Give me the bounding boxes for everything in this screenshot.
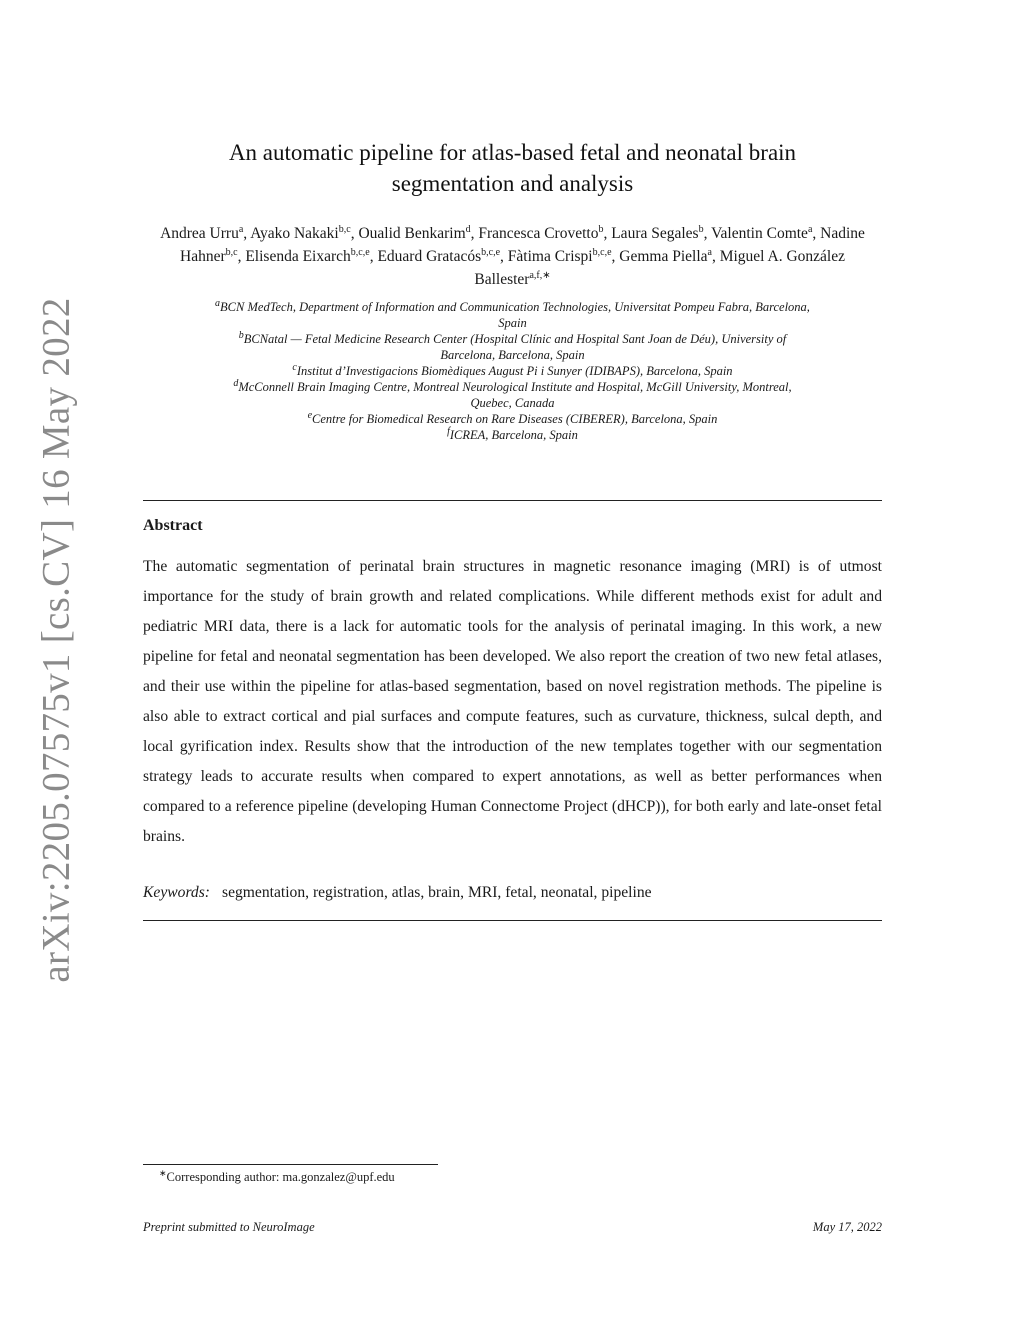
author-affiliation-mark: d [465, 223, 471, 235]
author-affiliation-mark: b,c,e [592, 246, 612, 258]
author-affiliation-mark: b,c,e [350, 246, 370, 258]
footnote-rule [143, 1164, 438, 1165]
author-name-text: Nadine Hahner [180, 225, 865, 265]
author-name [160, 225, 243, 242]
author-name [245, 248, 369, 265]
affiliation-text-continued: Quebec, Canada [470, 396, 555, 410]
affiliation-text: BCNatal — Fetal Medicine Research Center (Hospital Clínic and Hospital Sant Joan de Déu), University of [243, 332, 787, 346]
affiliation-list [143, 299, 882, 443]
author-affiliation-mark: a [238, 223, 244, 235]
affiliation-mark: f [447, 425, 450, 437]
author-name-text: Andrea Urru [160, 225, 239, 242]
author-name-text: Elisenda Eixarch [245, 248, 351, 265]
abstract-body: The automatic segmentation of perinatal brain structures in magnetic resonance imaging (MRI) is of utmost importance for the study of brain growth and related complications. While different methods exist for adult and pediatric MRI data, there is a lack for automatic tools for the analysis of perinatal imaging. In this work, a new pipeline for fetal and neonatal segmentation has been developed. We also report the creation of two new fetal atlases, and their use within the pipeline for atlas-based segmentation, based on novel registration methods. The pipeline is also able to extract cortical and pial surfaces and compute features, such as curvature, thickness, sulcal depth, and local gyrification index. Results show that the introduction of the new templates together with our segmentation strategy leads to accurate results when compared to expert annotations, as well as better performances when compared to a reference pipeline (developing Human Connectome Project (dHCP)), for both early and late-onset fetal brains. [143, 558, 882, 845]
affiliation-text: Centre for Biomedical Research on Rare Diseases (CIBERER), Barcelona, Spain [312, 412, 718, 426]
author-affiliation-mark: b,c [225, 246, 238, 258]
author-name-text: Miguel A. González Ballester [474, 248, 845, 288]
paper-title [143, 137, 882, 199]
abstract-top-rule [143, 500, 882, 501]
author-affiliation-mark: a [707, 246, 712, 258]
author-name-text: Valentin Comte [711, 225, 808, 242]
author-name [508, 248, 612, 265]
author-name [711, 225, 812, 242]
affiliation-text: ICREA, Barcelona, Spain [449, 428, 578, 442]
author-name-text: Gemma Piella [619, 248, 708, 265]
keywords-line [143, 884, 882, 902]
keywords-label: Keywords: [143, 884, 210, 901]
footnote-mark: ∗ [159, 1167, 167, 1178]
author-name [611, 225, 703, 242]
affiliation-item [143, 379, 882, 395]
affiliation-item [143, 331, 882, 347]
footnote-text: Corresponding author: ma.gonzalez@upf.edu [166, 1170, 395, 1184]
affiliation-mark: a [215, 297, 221, 309]
abstract-heading: Abstract [143, 517, 203, 534]
affiliation-item [143, 299, 882, 315]
author-name-text: Laura Segales [611, 225, 699, 242]
author-name [358, 225, 470, 242]
corresponding-author-footnote [159, 1167, 395, 1185]
title-line-1: An automatic pipeline for atlas-based fetal and neonatal brain [228, 140, 797, 165]
keywords-text: segmentation, registration, atlas, brain, MRI, fetal, neonatal, pipeline [222, 884, 652, 901]
affiliation-item [143, 427, 882, 443]
author-name [478, 225, 603, 242]
author-name [377, 248, 500, 265]
abstract-bottom-rule [143, 920, 882, 921]
footer-journal: Preprint submitted to NeuroImage [143, 1220, 315, 1234]
affiliation-mark: c [292, 361, 297, 373]
affiliation-text: McConnell Brain Imaging Centre, Montreal Neurological Institute and Hospital, McGill University, Montreal, [238, 380, 792, 394]
author-affiliation-mark: b,c,e [481, 246, 501, 258]
affiliation-item [143, 411, 882, 427]
arxiv-identifier: arXiv:2205.07575v1 [cs.CV] 16 May 2022 [34, 297, 78, 983]
author-name-text: Ayako Nakaki [250, 225, 339, 242]
author-affiliation-mark: a,f,∗ [529, 269, 551, 281]
author-affiliation-mark: b [698, 223, 704, 235]
author-name-text: Fàtima Crispi [507, 248, 593, 265]
affiliation-mark: d [233, 377, 239, 389]
affiliation-item [143, 363, 882, 379]
author-name [619, 248, 712, 265]
author-name [250, 225, 351, 242]
affiliation-text: BCN MedTech, Department of Information and Communication Technologies, Universitat Pompeu Fabra, Barcelona, [220, 300, 810, 314]
footer-date: May 17, 2022 [812, 1220, 882, 1234]
author-affiliation-mark: b [598, 223, 604, 235]
author-name-text: Oualid Benkarim [358, 225, 466, 242]
affiliation-text-continued: Spain [498, 316, 527, 330]
affiliation-mark: b [238, 329, 244, 341]
author-affiliation-mark: a [807, 223, 813, 235]
affiliation-text: Institut d’Investigacions Biomèdiques August Pi i Sunyer (IDIBAPS), Barcelona, Spain [296, 364, 733, 378]
author-list: Andrea Urru$^a$, Ayako Nakaki$^{b,c}$, Oualid Benkarim$^d$, Francesca Crovetto$^b$, Laura Segales$^b$, Valentin Comte$^a$, Nadine Hahner$^{b,c}$, Elisenda Eixarch$^{b,c,e}$, Eduard Gratacós$^{b,c,e}$, Fàtima Crispi$^{b,c,e}$, Gemma Piella$^a$, Miguel A. González Ballester$^{a,f,∗}$ [160, 223, 865, 288]
affiliation-mark: e [307, 409, 313, 421]
author-name-text: Eduard Gratacós [377, 248, 482, 265]
affiliation-text-continued: Barcelona, Barcelona, Spain [440, 348, 585, 362]
title-line-2: segmentation and analysis [391, 171, 634, 196]
author-name-text: Francesca Crovetto [478, 225, 599, 242]
author-affiliation-mark: b,c [338, 223, 351, 235]
